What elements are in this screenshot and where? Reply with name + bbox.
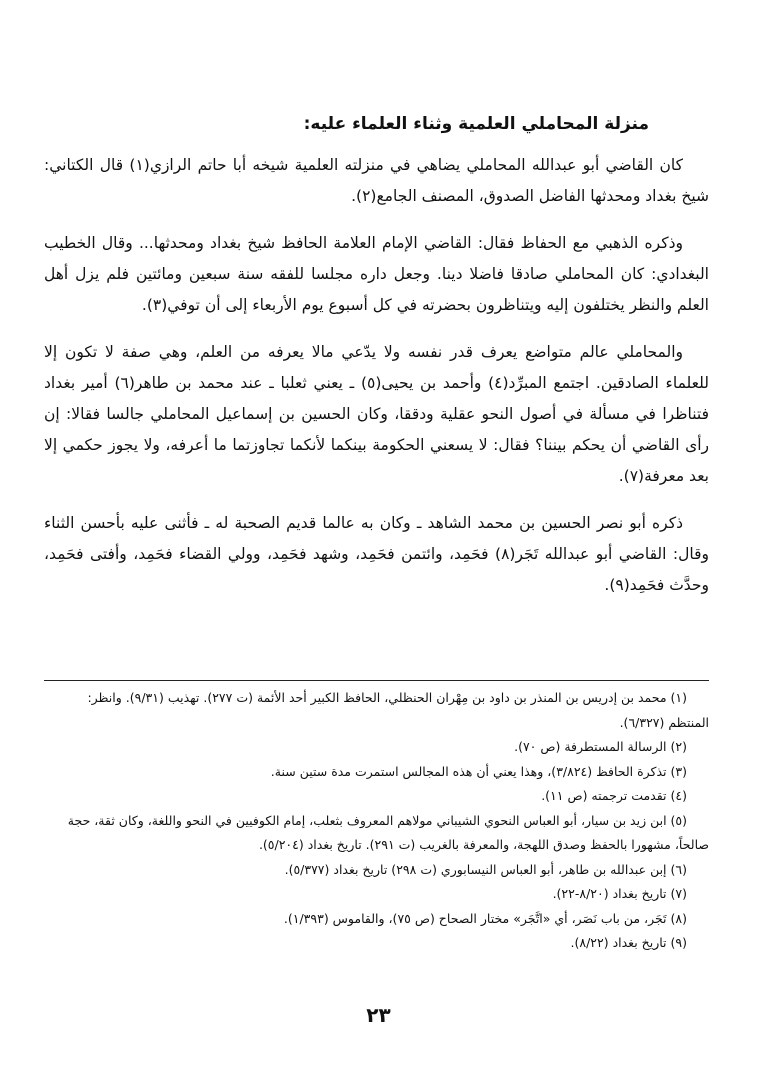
footnote-9: (٩) تاريخ بغداد (٨/٢٢). [570, 935, 687, 950]
paragraph-2: وذكره الذهبي مع الحفاظ فقال: القاضي الإمام العلامة الحافظ شيخ بغداد ومحدثها... وقال الخطيب البغدادي: كان المحاملي صادقا فاضلا دينا. وجعل داره مجلسا للفقه سنة سبعين ومائتين فلم يزل أهل العلم والنظر يختلفون إليه ويتناظرون بحضرته في كل أسبوع يوم الأربعاء إلى أن توفي(٣). [44, 234, 709, 314]
footnote-8: (٨) تَجَر، من باب نَصَر، أي «اتَّجَر» مختار الصحاح (ص ٧٥)، والقاموس (١/٣٩٣). [283, 910, 687, 926]
main-text [44, 150, 709, 617]
paragraph-4: ذكره أبو نصر الحسين بن محمد الشاهد ـ وكان به عالما قديم الصحبة له ـ فأثنى عليه بأحسن الثناء وقال: القاضي أبو عبدالله تَجَر(٨) فحَمِد، وائتمن فحَمِد، وشهد فحَمِد، وولي القضاء فحَمِد، وأفتى فحَمِد، وحدَّث فحَمِد(٩). [44, 514, 710, 594]
footnote-divider [44, 680, 709, 681]
footnote-5: (٥) ابن زيد بن سيار، أبو العباس النحوي الشيباني مولاهم المعروف بثعلب، إمام الكوفيين في النحو واللغة، وكان ثقة، حجة صالحاً، مشهورا بالحفظ وصدق اللهجة، والمعرفة بالغريب (ت ٢٩١). تاريخ بغداد (٥/٢٠٤). [67, 812, 709, 852]
footnote-6: (٦) إبن عبدالله بن طاهر، أبو العباس النيسابوري (ت ٢٩٨) تاريخ بغداد (٥/٣٧٧). [284, 861, 687, 877]
footnotes [44, 686, 709, 956]
page-number: ٢٣ [366, 1003, 391, 1027]
footnote-7: (٧) تاريخ بغداد (٨/٢٠-٢٢). [552, 886, 687, 901]
footnote-3: (٣) تذكرة الحافظ (٣/٨٢٤)، وهذا يعني أن هذه المجالس استمرت مدة ستين سنة. [270, 763, 687, 779]
section-heading: منزلة المحاملي العلمية وثناء العلماء عليه: [303, 114, 649, 134]
footnote-1: (١) محمد بن إدريس بن المنذر بن داود بن مِهْران الحنظلي، الحافظ الكبير أحد الأئمة (ت ٢٧٧). تهذيب (٩/٣١). وانظر: المنتظم (٦/٣٢٧). [87, 690, 709, 730]
paragraph-1: كان القاضي أبو عبدالله المحاملي يضاهي في منزلته العلمية شيخه أبا حاتم الرازي(١) قال الكتاني: شيخ بغداد ومحدثها الفاضل الصدوق، المصنف الجامع(٢). [44, 156, 709, 205]
footnote-2: (٢) الرسالة المستطرفة (ص ٧٠). [514, 739, 687, 754]
footnote-4: (٤) تقدمت ترجمته (ص ١١). [541, 788, 687, 803]
paragraph-3: والمحاملي عالم متواضع يعرف قدر نفسه ولا يدّعي مالا يعرفه من العلم، وهي صفة لا تكون إلا للعلماء الصادقين. اجتمع المبرِّد(٤) وأحمد بن يحيى(٥) ـ يعني ثعلبا ـ عند محمد بن طاهر(٦) أمير بغداد فتناظرا في مسألة في أصول النحو عقلية ودققا، وكان الحسين بن إسماعيل المحاملي جالسا فقالا: إن رأى القاضي أن يحكم بيننا؟ فقال: لا يسعني الحكومة بينكما لأنكما تجاوزتما ما أعرفه، ولا يجوز حكمي إلا بعد معرفة(٧). [44, 343, 709, 485]
